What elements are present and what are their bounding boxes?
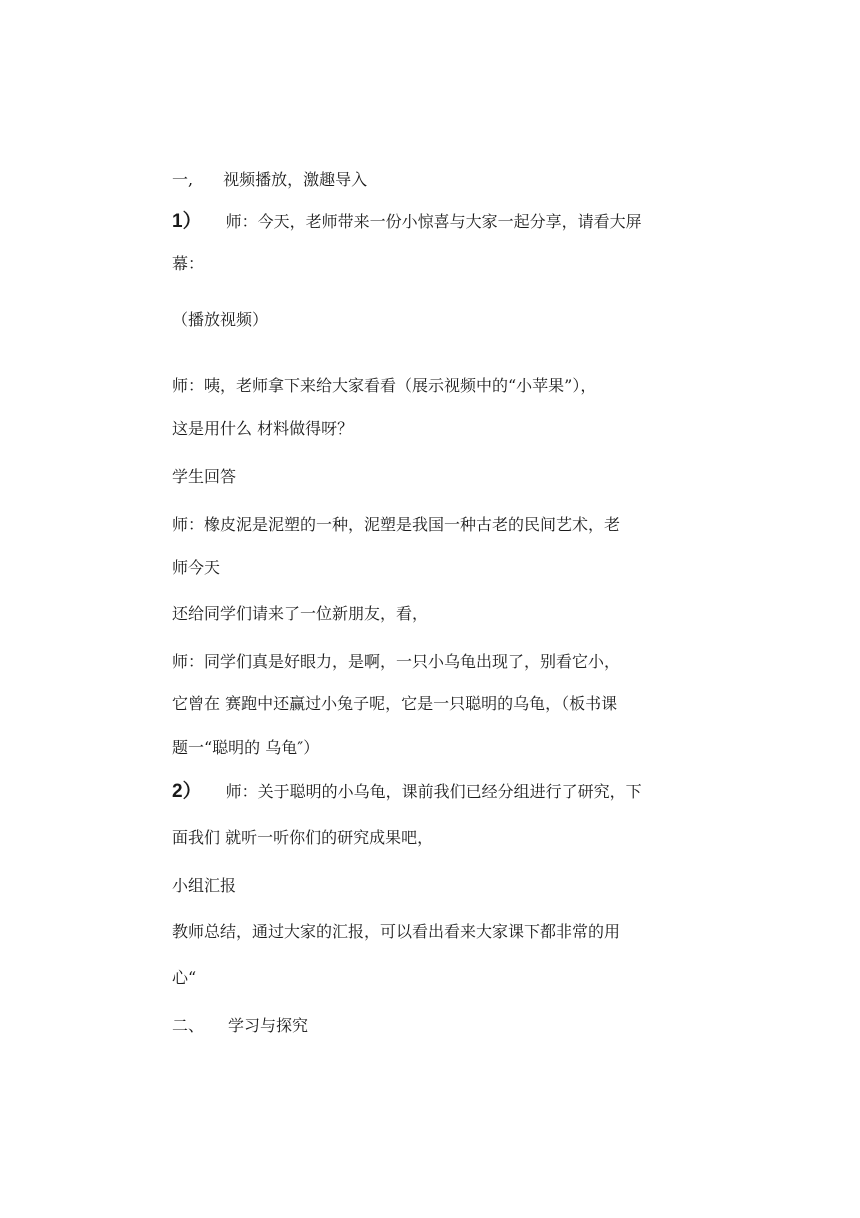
step-1-line-2: 幕：	[172, 254, 205, 273]
step-1-text-1: 师：今天，老师带来一份小惊喜与大家一起分享，请看大屏	[225, 212, 642, 231]
section-1-title: 视频播放，激趣导入	[223, 170, 368, 189]
teacher-para-b-line-1: 师：橡皮泥是泥塑的一种，泥塑是我国一种古老的民间艺术，老	[172, 515, 621, 534]
section-2-title: 学习与探究	[228, 1016, 309, 1035]
summary-line-1: 教师总结，通过大家的汇报，可以看出看来大家课下都非常的用	[172, 922, 621, 941]
students-answer: 学生回答	[172, 467, 237, 486]
step-1-line-1	[172, 212, 642, 232]
step-2-line-1	[172, 782, 642, 802]
section-1-marker: 一,	[172, 170, 194, 189]
teacher-para-c-line-3: 题一“聪明的 乌龟″）	[172, 738, 320, 757]
section-2-heading	[172, 1016, 308, 1036]
teacher-para-b-line-2: 师今天	[172, 558, 221, 577]
step-2-line-2: 面我们 就听一听你们的研究成果吧，	[172, 828, 434, 847]
step-2-number: 2）	[172, 781, 202, 802]
group-report: 小组汇报	[172, 876, 237, 895]
teacher-para-b-line-3: 还给同学们请来了一位新朋友，看，	[172, 604, 429, 623]
section-1-heading	[172, 170, 367, 190]
teacher-para-c-line-1: 师：同学们真是好眼力，是啊，一只小乌龟出现了，别看它小，	[172, 652, 621, 671]
step-2-text-1: 师：关于聪明的小乌龟，课前我们已经分组进行了研究，下	[225, 782, 642, 801]
video-note: （播放视频）	[172, 310, 269, 329]
section-2-marker: 二、	[172, 1016, 205, 1035]
teacher-para-a-line-2: 这是用什么 材料做得呀？	[172, 419, 354, 438]
step-1-number: 1）	[172, 211, 202, 232]
teacher-para-a-line-1: 师：咦，老师拿下来给大家看看（展示视频中的“小苹果”），	[172, 376, 597, 395]
summary-line-2: 心“	[172, 968, 197, 987]
teacher-para-c-line-2: 它曾在 赛跑中还赢过小兔子呢，它是一只聪明的乌龟，（板书课	[172, 694, 618, 713]
